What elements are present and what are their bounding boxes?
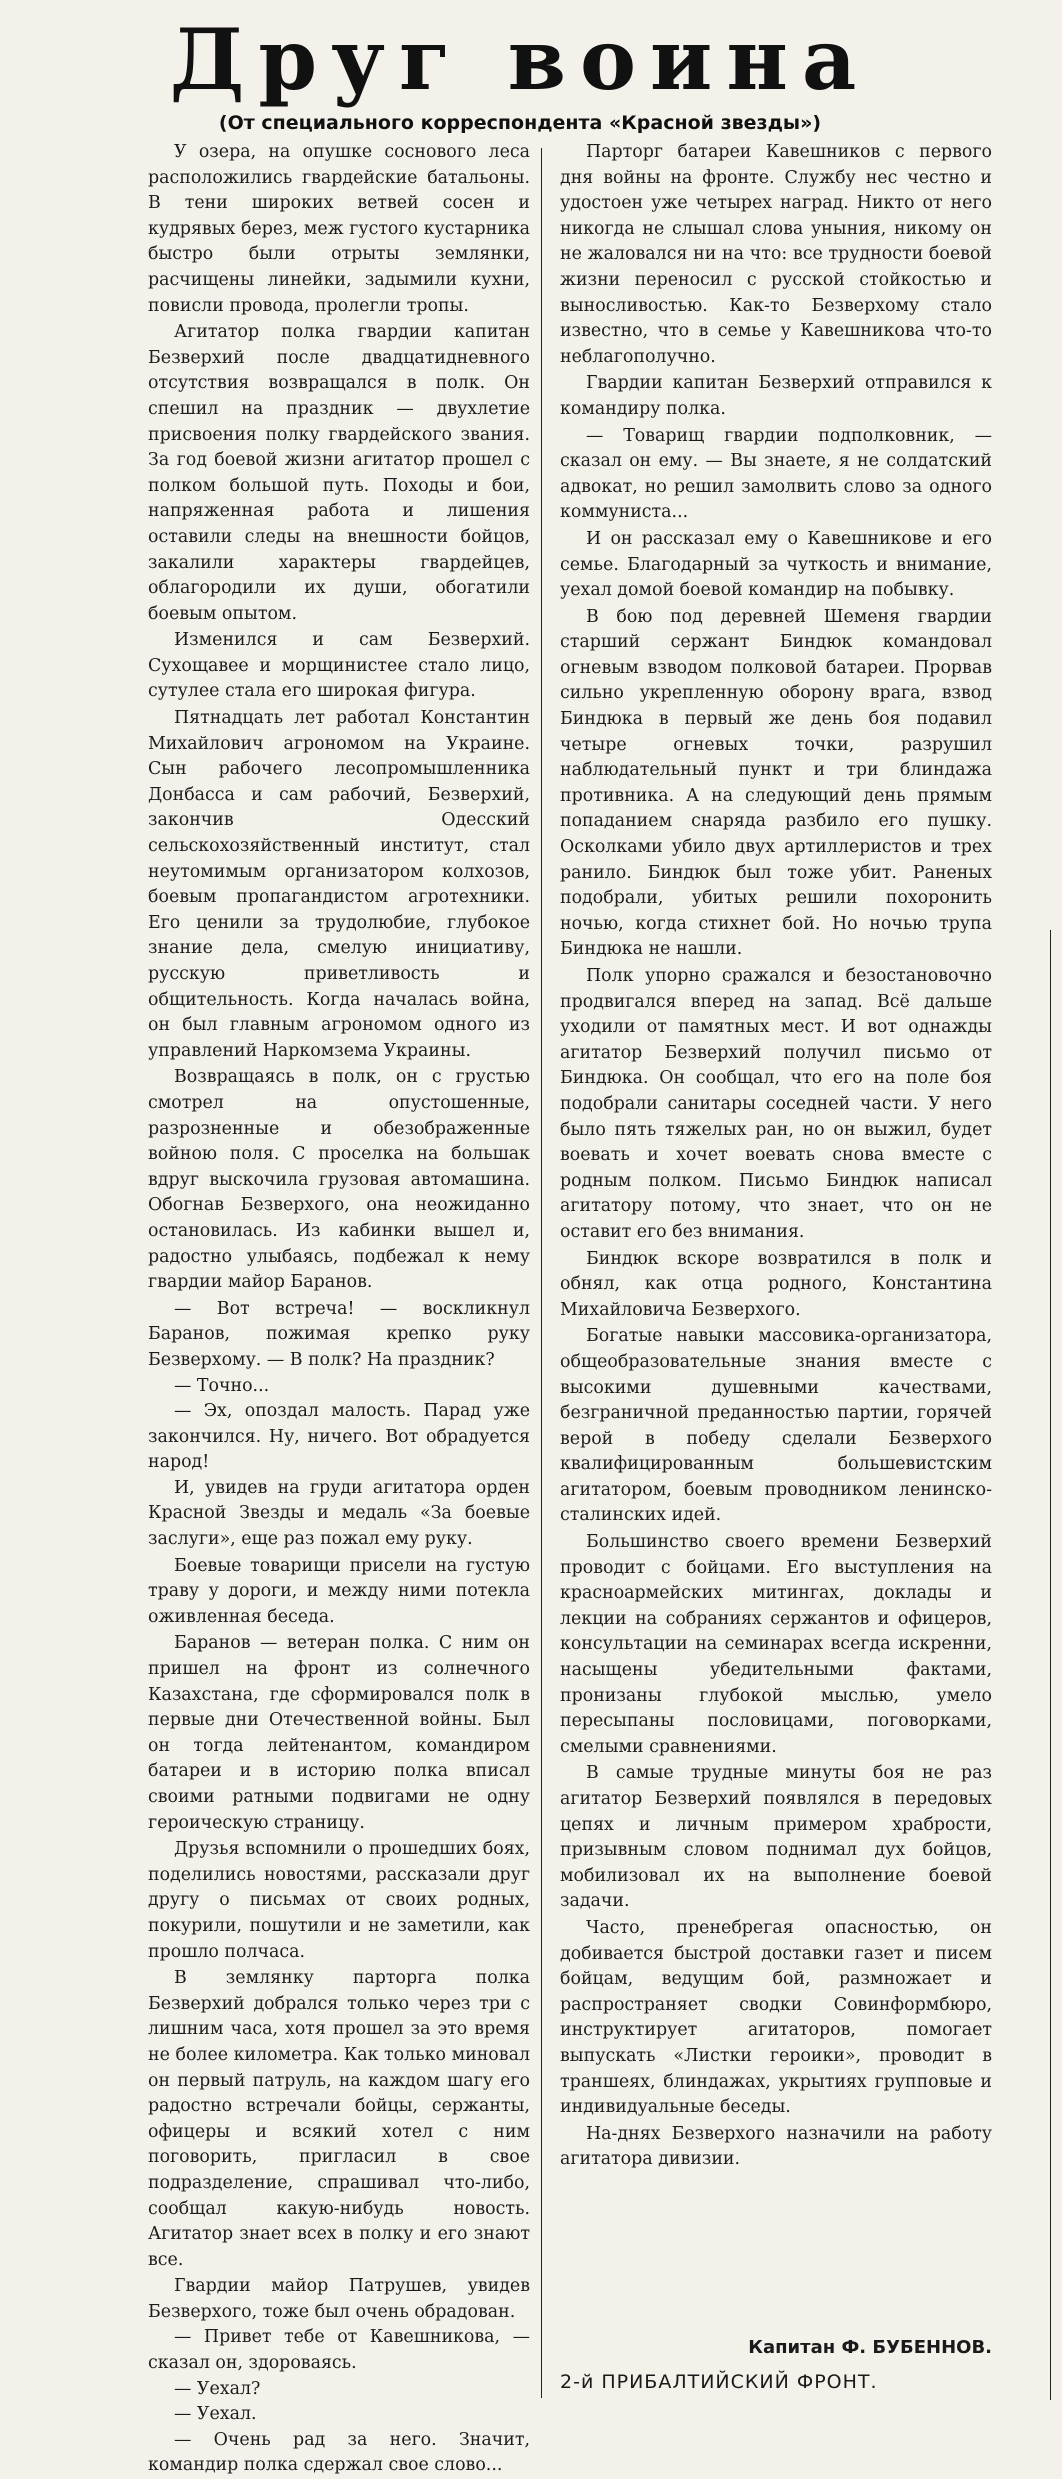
paragraph: Полк упорно сражался и безостановочно продвигался вперед на запад. Всё дальше уходили от памятных мест. И вот однажды агитатор Безверхий получил письмо от Биндюка. Он сообщал, что его на поле боя подобрали санитары соседней части. У него было пять тяжелых ран, но он выжил, будет воевать и хочет воевать снова вместе с родным полком. Письмо Биндюк написал агитатору потому, что знает, что он не оставит его без внимания. xyxy=(560,966,992,1242)
paragraph: Парторг батареи Кавешников с первого дня войны на фронте. Службу нес честно и удостоен уже четырех наград. Никто от него никогда не слышал слова уныния, никому он не жаловался ни на что: все трудности боевой жизни переносил с русской стойкостью и выносливостью. Как-то Безверхому стало известно, что в семье у Кавешникова что-то неблагополучно. xyxy=(560,142,992,367)
dialogue-line: — Очень рад за него. Значит, командир полка сдержал свое слово... xyxy=(148,2429,530,2476)
dialogue-line: — Товарищ гвардии подполковник, — сказал он ему. — Вы знаете, я не солдатский адвокат, но решил замолвить слово за одного коммуниста... xyxy=(560,425,992,523)
dialogue-line: — Уехал? xyxy=(174,2378,261,2399)
paragraph: Часто, пренебрегая опасностью, он добивается быстрой доставки газет и писем бойцам, ведущим бой, размножает и распространяет сводки Совинформбюро, инструктирует агитаторов, помогает выпускать «Листки героики», проводит в траншеях, блиндажах, укрытиях групповые и индивидуальные беседы. xyxy=(560,1917,992,2118)
paragraph: В землянку парторга полка Безверхий добрался только через три с лишним часа, хотя прошел за это время не более километра. Как только миновал он первый патруль, на каждом шагу его радостно встречали бойцы, сержанты, офицеры и всякий хотел с ним поговорить, пригласил в свое подразделение, спрашивал что-либо, сообщал какую-нибудь новость. Агитатор знает всех в полку и его знают все. xyxy=(148,1968,530,2270)
paragraph: Богатые навыки массовика-организатора, общеобразовательные знания вместе с высокими душевными качествами, безграничной преданностью партии, горячей верой в победу сделали Безверхого квалифицированным большевистским агитатором, боевым проводником ленинско-сталинских идей. xyxy=(560,1326,992,1526)
author-signature: Капитан Ф. БУБЕННОВ. xyxy=(748,2337,992,2358)
dialogue-line: — Эх, опоздал малость. Парад уже закончился. Ну, ничего. Вот обрадуется народ! xyxy=(148,1401,530,1473)
paragraph: И он рассказал ему о Кавешникове и его семье. Благодарный за чуткость и внимание, уехал домой боевой командир на побывку. xyxy=(560,528,992,601)
column-divider xyxy=(541,148,542,2398)
paragraph: Друзья вспомнили о прошедших боях, поделились новостями, рассказали друг другу о письмах от своих родных, покурили, пошутили и не заметили, как прошло полчаса. xyxy=(148,1839,530,1962)
paragraph: Гвардии майор Патрушев, увидев Безверхого, тоже был очень обрадован. xyxy=(148,2276,530,2322)
paragraph: Боевые товарищи присели на густую траву у дороги, и между ними потекла оживленная беседа. xyxy=(148,1555,530,1627)
paragraph: И, увидев на груди агитатора орден Красной Звезды и медаль «За боевые заслуги», еще раз пожал ему руку. xyxy=(148,1477,530,1550)
dialogue-line: — Точно... xyxy=(174,1375,270,1396)
paragraph: В самые трудные минуты боя не раз агитатор Безверхий появлялся в передовых цепях и личным примером храбрости, призывным словом поднимал дух бойцов, мобилизовал их на выполнение боевой задачи. xyxy=(560,1763,992,1912)
article-column-right xyxy=(560,140,992,2173)
article-column-left xyxy=(148,140,530,2479)
paragraph: У озера, на опушке соснового леса расположились гвардейские батальоны. В тени широких ветвей сосен и кудрявых берез, меж густого кустарника быстро были отрыты землянки, расчищены линейки, задымили кухни, повисли провода, пролегли тропы. xyxy=(148,142,530,316)
paragraph: На-днях Безверхого назначили на работу агитатора дивизии. xyxy=(560,2123,992,2170)
paragraph: Биндюк вскоре возвратился в полк и обнял, как отца родного, Константина Михайловича Безверхого. xyxy=(560,1248,992,1320)
dialogue-line: — Вот встреча! — воскликнул Баранов, пожимая крепко руку Безверхому. — В полк? На праздник? xyxy=(148,1298,530,1370)
front-name: 2-й ПРИБАЛТИЙСКИЙ ФРОНТ. xyxy=(560,2371,878,2393)
paragraph: Изменился и сам Безверхий. Сухощавее и морщинистее стало лицо, сутулее стала его широкая фигура. xyxy=(148,630,530,702)
article-title: Друг воина xyxy=(169,10,871,109)
paragraph: Возвращаясь в полк, он с грустью смотрел на опустошенные, разрозненные и обезображенные войною поля. С проселка на большак вдруг выскочила грузовая автомашина. Обогнав Безверхого, она неожиданно остановилась. Из кабинки вышел и, радостно улыбаясь, подбежал к нему гвардии майор Баранов. xyxy=(148,1067,530,1293)
dialogue-line: — Уехал. xyxy=(174,2404,257,2425)
article-subtitle: (От специального корреспондента «Красной звезды») xyxy=(218,112,822,134)
dialogue-line: — Привет тебе от Кавешникова, — сказал он, здороваясь. xyxy=(148,2327,530,2374)
paragraph: Агитатор полка гвардии капитан Безверхий после двадцатидневного отсутствия возвращался в полк. Он спешил на праздник — двухлетие присвоения полку гвардейского звания. За год боевой жизни агитатор прошел с полком большой путь. Походы и бои, напряженная работа и лишения оставили следы на внешности бойцов, закалили характеры гвардейцев, облагородили их души, обогатили боевым опытом. xyxy=(148,322,530,624)
right-edge-divider xyxy=(1050,930,1051,2400)
paragraph: Баранов — ветеран полка. С ним он пришел на фронт из солнечного Казахстана, где сформировался полк в первые дни Отечественной войны. Был он тогда лейтенантом, командиром батареи и в историю полка вписал своими ратными подвигами не одну героическую страницу. xyxy=(148,1633,530,1833)
paragraph: Большинство своего времени Безверхий проводит с бойцами. Его выступления на красноармейских митингах, доклады и лекции на собраниях сержантов и офицеров, консультации на семинарах всегда искренни, насыщены убедительными фактами, пронизаны глубокой мыслью, умело пересыпаны пословицами, поговорками, смелыми сравнениями. xyxy=(560,1532,992,1757)
paragraph: Гвардии капитан Безверхий отправился к командиру полка. xyxy=(560,373,992,419)
paragraph: Пятнадцать лет работал Константин Михайлович агрономом на Украине. Сын рабочего лесопромышленника Донбасса и сам рабочий, Безверхий, закончив Одесский сельскохозяйственный институт, стал неутомимым организатором колхозов, боевым пропагандистом агротехники. Его ценили за трудолюбие, глубокое знание дела, смелую инициативу, русскую приветливость и общительность. Когда началась война, он был главным агрономом одного из управлений Наркомзема Украины. xyxy=(148,708,530,1061)
paragraph: В бою под деревней Шеменя гвардии старший сержант Биндюк командовал огневым взводом полковой батареи. Прорвав сильно укрепленную оборону врага, взвод Биндюка в первый же день боя подавил четыре огневых точки, разрушил наблюдательный пункт и три блиндажа противника. А на следующий день прямым попаданием снаряда разбило его пушку. Осколками убило двух артиллеристов и трех ранило. Биндюк был тоже убит. Раненых подобрали, убитых решили похоронить ночью, когда стихнет бой. Но ночью трупа Биндюка не нашли. xyxy=(560,606,992,960)
